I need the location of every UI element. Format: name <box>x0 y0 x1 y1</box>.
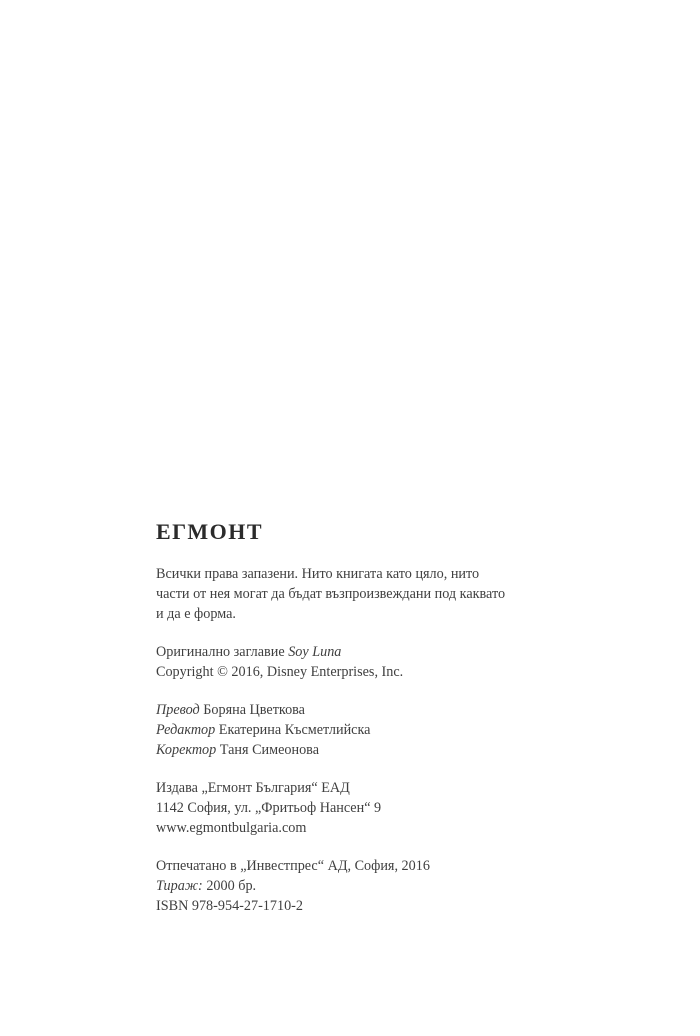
credit-editor <box>156 720 576 740</box>
isbn-line: ISBN 978-954-27-1710-2 <box>156 898 303 914</box>
credit-role: Коректор <box>156 742 217 758</box>
original-info <box>156 642 576 682</box>
print-run-value: 2000 бр. <box>206 878 257 894</box>
credit-name: Боряна Цветкова <box>203 702 305 718</box>
copyright-line: Copyright © 2016, Disney Enterprises, Inc. <box>156 664 404 680</box>
printed-by-line: Отпечатано в „Инвестпрес“ АД, София, 2016 <box>156 858 430 874</box>
credit-role: Редактор <box>156 722 216 738</box>
rights-line: части от нея могат да бъдат възпроизвеждани под каквато <box>156 586 506 602</box>
printing-info <box>156 856 576 916</box>
rights-line: Всички права запазени. Нито книгата като цяло, нито <box>156 566 480 582</box>
print-run-line <box>156 876 576 896</box>
publisher-info <box>156 778 576 838</box>
publisher-website: www.egmontbulgaria.com <box>156 820 307 836</box>
credit-name: Таня Симеонова <box>219 742 319 758</box>
credit-name: Екатерина Късметлийска <box>218 722 371 738</box>
publisher-logo: ЕГМОНТ <box>156 519 264 544</box>
credits <box>156 700 576 760</box>
credit-role: Превод <box>156 702 200 718</box>
rights-line: и да е форма. <box>156 606 236 622</box>
print-run-label: Тираж: <box>156 878 203 894</box>
credit-translator <box>156 700 576 720</box>
credit-proofreader <box>156 740 576 760</box>
rights-notice <box>156 564 576 624</box>
publisher-address: 1142 София, ул. „Фритьоф Нансен“ 9 <box>156 800 382 816</box>
original-title-line <box>156 642 576 662</box>
publisher-line: Издава „Егмонт България“ ЕАД <box>156 780 350 796</box>
imprint-section <box>156 518 576 934</box>
original-title-label: Оригинално заглавие <box>156 644 285 660</box>
original-title-value: Soy Luna <box>288 644 342 660</box>
